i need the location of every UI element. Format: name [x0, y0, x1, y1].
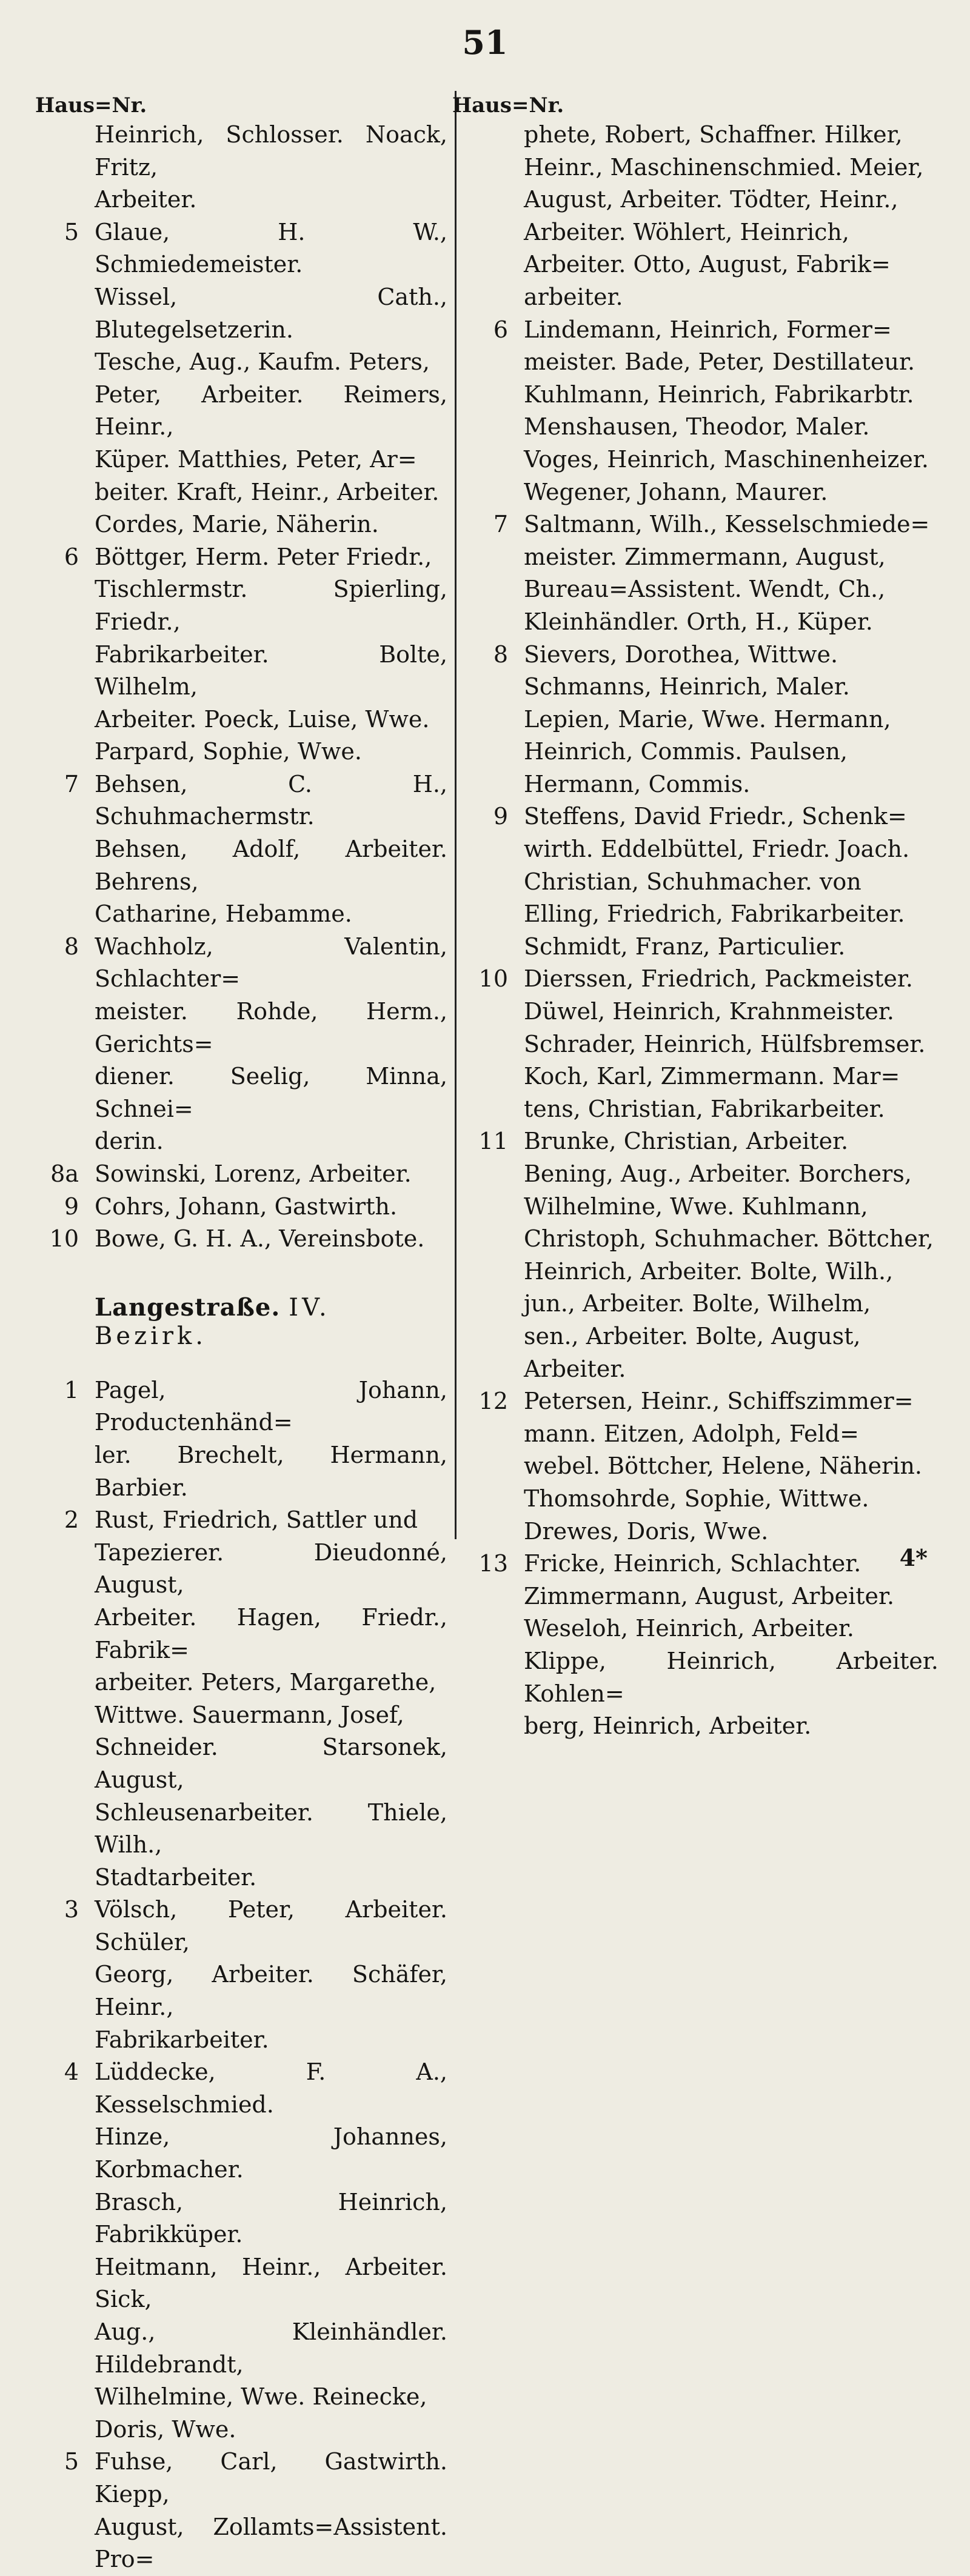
resident-line: jun., Arbeiter. Bolte, Wilhelm, [524, 1290, 871, 1317]
resident-line: Kuhlmann, Heinrich, Fabrikarbtr. [524, 381, 914, 408]
resident-line: Völsch, Peter, Arbeiter. Schüler, [95, 1896, 455, 1955]
resident-line: Petersen, Heinr., Schiffszimmer= [524, 1388, 914, 1415]
left-column [29, 92, 455, 2576]
house-number: 10 [478, 965, 508, 993]
resident-list [524, 314, 938, 509]
resident-line: Parpard, Sophie, Wwe. [95, 738, 362, 765]
house-number: 12 [478, 1388, 508, 1415]
resident-list [524, 1385, 938, 1548]
resident-line: arbeiter. [524, 283, 623, 310]
resident-line: Cohrs, Johann, Gastwirth. [95, 1193, 398, 1220]
resident-line: Sievers, Dorothea, Wittwe. [524, 641, 838, 668]
resident-line: Arbeiter. [95, 186, 197, 213]
house-number: 7 [64, 770, 79, 797]
resident-line: sen., Arbeiter. Bolte, August, [524, 1322, 861, 1350]
resident-line: Böttger, Herm. Peter Friedr., [95, 543, 432, 570]
resident-line: Menshausen, Theodor, Maler. [524, 413, 870, 441]
resident-line: Schmanns, Heinrich, Maler. [524, 673, 850, 701]
resident-line: Wittwe. Sauermann, Josef, [95, 1701, 404, 1728]
resident-line: Catharine, Hebamme. [95, 900, 352, 928]
resident-line: Fabrikarbeiter. Bolte, Wilhelm, [95, 641, 455, 701]
resident-line: Zimmermann, August, Arbeiter. [524, 1582, 895, 1609]
resident-line: Weseloh, Heinrich, Arbeiter. [524, 1615, 854, 1642]
resident-line: Saltmann, Wilh., Kesselschmiede= [524, 511, 930, 538]
resident-line: Steffens, David Friedr., Schenk= [524, 803, 907, 830]
page-number: 51 [462, 23, 508, 62]
house-number: 8a [50, 1160, 79, 1187]
resident-line: Düwel, Heinrich, Krahnmeister. [524, 998, 894, 1025]
resident-list [524, 639, 938, 801]
resident-line: Christoph, Schuhmacher. Böttcher, [524, 1225, 934, 1253]
resident-line: Wissel, Cath., Blutegelsetzerin. [95, 283, 455, 343]
resident-line: Behsen, C. H., Schuhmachermstr. [95, 770, 455, 830]
resident-list [95, 541, 455, 768]
directory-entry [460, 119, 938, 314]
resident-line: Heinr., Maschinenschmied. Meier, [524, 153, 924, 181]
resident-line: Hermann, Commis. [524, 770, 751, 797]
resident-line: Lepien, Marie, Wwe. Hermann, [524, 705, 891, 733]
resident-line: Schrader, Heinrich, Hülfsbremser. [524, 1030, 926, 1057]
right-entries [460, 119, 946, 1743]
resident-line: Christian, Schuhmacher. von [524, 868, 861, 895]
resident-line: Brasch, Heinrich, Fabrikküper. [95, 2188, 455, 2248]
right-column [452, 92, 946, 1743]
house-number: 5 [64, 218, 79, 245]
directory-entry [29, 1894, 455, 2056]
resident-line: tens, Christian, Fabrikarbeiter. [524, 1095, 885, 1122]
resident-line: August, Zollamts=Assistent. Pro= [95, 2513, 455, 2573]
house-number: 11 [478, 1128, 508, 1155]
resident-list [95, 1504, 455, 1894]
resident-line: Tischlermstr. Spierling, Friedr., [95, 576, 455, 635]
house-number-header: Haus=Nr. [35, 93, 147, 118]
house-number [29, 119, 95, 216]
resident-line: Arbeiter. Poeck, Luise, Wwe. [95, 705, 430, 733]
resident-line: Peter, Arbeiter. Reimers, Heinr., [95, 381, 455, 441]
house-number [460, 119, 524, 314]
resident-line: Lüddecke, F. A., Kesselschmied. [95, 2058, 455, 2118]
house-number: 6 [493, 316, 508, 343]
resident-line: Fabrikarbeiter. [95, 2026, 269, 2053]
resident-line: Drewes, Doris, Wwe. [524, 1517, 769, 1545]
resident-line: berg, Heinrich, Arbeiter. [524, 1712, 812, 1740]
house-number: 4 [64, 2058, 79, 2086]
resident-line: beiter. Kraft, Heinr., Arbeiter. [95, 478, 440, 505]
left-entries-street [29, 1374, 455, 2576]
resident-line: phete, Robert, Schaffner. Hilker, [524, 121, 903, 148]
house-number-header: Haus=Nr. [452, 93, 564, 118]
street-heading [95, 1293, 447, 1350]
resident-list [95, 1158, 447, 1191]
house-number: 9 [493, 803, 508, 830]
directory-entry [29, 768, 455, 931]
directory-entry [29, 216, 455, 541]
resident-list [95, 2056, 455, 2446]
resident-line: Bening, Aug., Arbeiter. Borchers, [524, 1160, 912, 1187]
resident-line: Glaue, H. W., Schmiedemeister. [95, 218, 455, 278]
directory-entry [460, 314, 938, 509]
directory-entry [460, 1125, 938, 1385]
resident-line: arbeiter. Peters, Margarethe, [95, 1669, 436, 1696]
resident-line: Arbeiter. Wöhlert, Heinrich, [524, 218, 849, 245]
resident-line: Brunke, Christian, Arbeiter. [524, 1128, 849, 1155]
resident-line: Heitmann, Heinr., Arbeiter. Sick, [95, 2253, 455, 2313]
directory-entry [460, 1548, 946, 1743]
house-number: 3 [64, 1896, 79, 1923]
signature-mark: 4* [899, 1544, 928, 1571]
directory-entry [460, 800, 938, 963]
house-number: 8 [493, 641, 508, 668]
directory-entry [460, 963, 938, 1125]
resident-list [524, 119, 938, 314]
resident-line: Wilhelmine, Wwe. Reinecke, [95, 2383, 427, 2411]
resident-line: Bowe, G. H. A., Vereinsbote. [95, 1225, 425, 1253]
resident-line: Arbeiter. Hagen, Friedr., Fabrik= [95, 1603, 455, 1663]
resident-line: Behsen, Adolf, Arbeiter. Behrens, [95, 836, 455, 895]
resident-line: Doris, Wwe. [95, 2415, 236, 2443]
resident-line: August, Arbeiter. Tödter, Heinr., [524, 186, 898, 213]
resident-line: Hinze, Johannes, Korbmacher. [95, 2123, 455, 2183]
house-number: 9 [64, 1193, 79, 1220]
resident-line: Sowinski, Lorenz, Arbeiter. [95, 1160, 412, 1187]
resident-line: Arbeiter. [524, 1355, 626, 1382]
resident-line: Dierssen, Friedrich, Packmeister. [524, 965, 913, 993]
directory-entry [29, 119, 455, 216]
resident-line: Koch, Karl, Zimmermann. Mar= [524, 1063, 900, 1090]
resident-line: Heinrich, Commis. Paulsen, [524, 738, 848, 765]
resident-list [95, 216, 455, 541]
house-number: 7 [493, 511, 508, 538]
resident-list [524, 800, 938, 963]
resident-line: ler. Brechelt, Hermann, Barbier. [95, 1441, 455, 1501]
directory-entry [460, 639, 938, 801]
resident-list [524, 963, 938, 1125]
resident-list [95, 931, 455, 1158]
resident-line: Schleusenarbeiter. Thiele, Wilh., [95, 1799, 455, 1859]
resident-line: Wegener, Johann, Maurer. [524, 478, 828, 505]
resident-line: derin. [95, 1128, 164, 1155]
resident-line: mann. Eitzen, Adolph, Feld= [524, 1420, 859, 1447]
directory-entry [29, 2056, 455, 2446]
resident-line: Georg, Arbeiter. Schäfer, Heinr., [95, 1961, 455, 2021]
resident-line: Heinrich, Arbeiter. Bolte, Wilh., [524, 1257, 894, 1285]
resident-line: Thomsohrde, Sophie, Wittwe. [524, 1485, 869, 1512]
resident-line: diener. Seelig, Minna, Schnei= [95, 1063, 455, 1122]
resident-list [524, 1125, 938, 1385]
house-number: 6 [64, 543, 79, 570]
resident-line: Aug., Kleinhändler. Hildebrandt, [95, 2318, 455, 2378]
resident-line: Schmidt, Franz, Particulier. [524, 933, 846, 960]
resident-line: meister. Bade, Peter, Destillateur. [524, 348, 915, 376]
resident-list [95, 1223, 447, 1256]
resident-line: meister. Zimmermann, August, [524, 543, 886, 570]
resident-line: webel. Böttcher, Helene, Näherin. [524, 1453, 923, 1480]
resident-line: Elling, Friedrich, Fabrikarbeiter. [524, 900, 905, 928]
resident-list [95, 1894, 455, 2056]
directory-entry [29, 2446, 455, 2575]
directory-entry [29, 1191, 447, 1223]
house-number: 2 [64, 1506, 79, 1534]
left-entries-top [29, 119, 455, 1256]
directory-entry [29, 1223, 447, 1256]
resident-line: Kleinhändler. Orth, H., Küper. [524, 608, 873, 635]
directory-entry [460, 1385, 938, 1548]
resident-line: Klippe, Heinrich, Arbeiter. Kohlen= [524, 1647, 946, 1707]
resident-line: Arbeiter. Otto, August, Fabrik= [524, 251, 891, 278]
house-number: 5 [64, 2448, 79, 2475]
street-name: Langestraße. [95, 1293, 281, 1322]
resident-line: Fricke, Heinrich, Schlachter. [524, 1550, 861, 1577]
resident-line: meister. Rohde, Herm., Gerichts= [95, 998, 455, 1057]
resident-line: Bureau=Assistent. Wendt, Ch., [524, 576, 886, 603]
directory-entry [29, 1504, 455, 1894]
resident-list [524, 508, 938, 638]
directory-entry [29, 1374, 455, 1504]
house-number: 8 [64, 933, 79, 960]
resident-line: Schneider. Starsonek, August, [95, 1734, 455, 1793]
resident-list [95, 768, 455, 931]
resident-line: Voges, Heinrich, Maschinenheizer. [524, 445, 929, 473]
resident-line: Cordes, Marie, Näherin. [95, 511, 379, 538]
resident-list [95, 2446, 455, 2575]
resident-line: Wilhelmine, Wwe. Kuhlmann, [524, 1193, 868, 1220]
resident-line: Küper. Matthies, Peter, Ar= [95, 445, 417, 473]
resident-line: Fuhse, Carl, Gastwirth. Kiepp, [95, 2448, 455, 2508]
resident-line: Pagel, Johann, Productenhänd= [95, 1376, 455, 1436]
resident-line: Stadtarbeiter. [95, 1863, 257, 1891]
directory-entry [460, 508, 938, 638]
house-number: 13 [478, 1550, 508, 1577]
resident-line: Tesche, Aug., Kaufm. Peters, [95, 348, 430, 376]
resident-list [95, 1191, 447, 1223]
house-number: 10 [49, 1225, 79, 1253]
resident-line: Tapezierer. Dieudonné, August, [95, 1539, 455, 1599]
resident-list [524, 1548, 946, 1743]
resident-list [95, 1374, 455, 1504]
column-divider [455, 91, 457, 1539]
directory-entry [29, 541, 455, 768]
resident-line: Wachholz, Valentin, Schlachter= [95, 933, 455, 993]
resident-line: Heinrich, Schlosser. Noack, Fritz, [95, 121, 455, 181]
directory-entry [29, 931, 455, 1158]
resident-list [95, 119, 455, 216]
resident-line: Rust, Friedrich, Sattler und [95, 1506, 418, 1534]
district-label: IV. Bezirk. [95, 1293, 330, 1350]
resident-line: wirth. Eddelbüttel, Friedr. Joach. [524, 836, 910, 863]
house-number: 1 [64, 1376, 79, 1403]
resident-line: Lindemann, Heinrich, Former= [524, 316, 892, 343]
directory-entry [29, 1158, 447, 1191]
